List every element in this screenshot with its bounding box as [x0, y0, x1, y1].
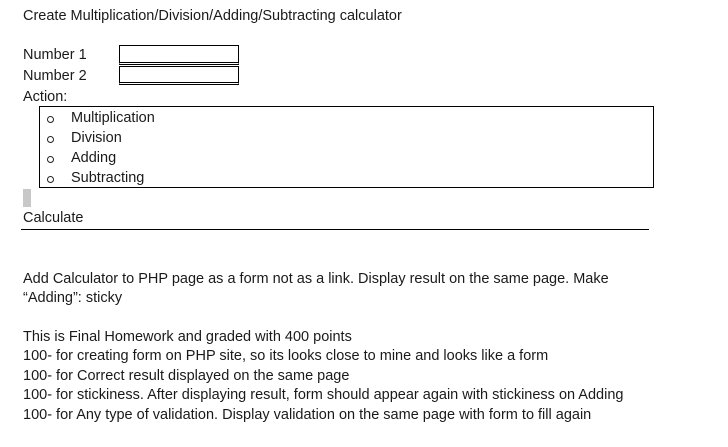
grading-item: 100- for Any type of validation. Display validation on the same page with form to fill again	[23, 407, 592, 423]
grading-item: 100- for Correct result displayed on the same page	[23, 368, 350, 384]
number2-input[interactable]	[119, 66, 239, 85]
number1-input[interactable]	[119, 45, 239, 65]
instruction-line-1: Add Calculator to PHP page as a form not as a link. Display result on the same page. Make	[23, 271, 609, 287]
radio-label: Division	[71, 130, 122, 146]
radio-label: Adding	[71, 150, 117, 166]
radio-label: Subtracting	[71, 170, 145, 186]
action-label: Action:	[23, 89, 68, 105]
instruction-line-2: “Adding”: sticky	[23, 290, 123, 306]
text-cursor-marker	[23, 189, 31, 207]
radio-circle-icon[interactable]	[47, 136, 54, 143]
number2-label: Number 2	[23, 68, 87, 84]
grading-item: 100- for creating form on PHP site, so its looks close to mine and looks like a form	[23, 348, 549, 364]
divider-line	[21, 229, 649, 230]
grading-item: 100- for stickiness. After displaying result, form should appear again with stickiness on Adding	[23, 387, 624, 403]
radio-label: Multiplication	[71, 110, 155, 126]
calculate-button[interactable]: Calculate	[23, 210, 84, 226]
number1-label: Number 1	[23, 47, 87, 63]
radio-circle-icon[interactable]	[47, 156, 54, 163]
action-radio-group	[39, 106, 654, 188]
page-title: Create Multiplication/Division/Adding/Subtracting calculator	[23, 8, 402, 24]
grading-intro: This is Final Homework and graded with 400 points	[23, 329, 352, 345]
radio-circle-icon[interactable]	[47, 116, 54, 123]
radio-circle-icon[interactable]	[47, 176, 54, 183]
